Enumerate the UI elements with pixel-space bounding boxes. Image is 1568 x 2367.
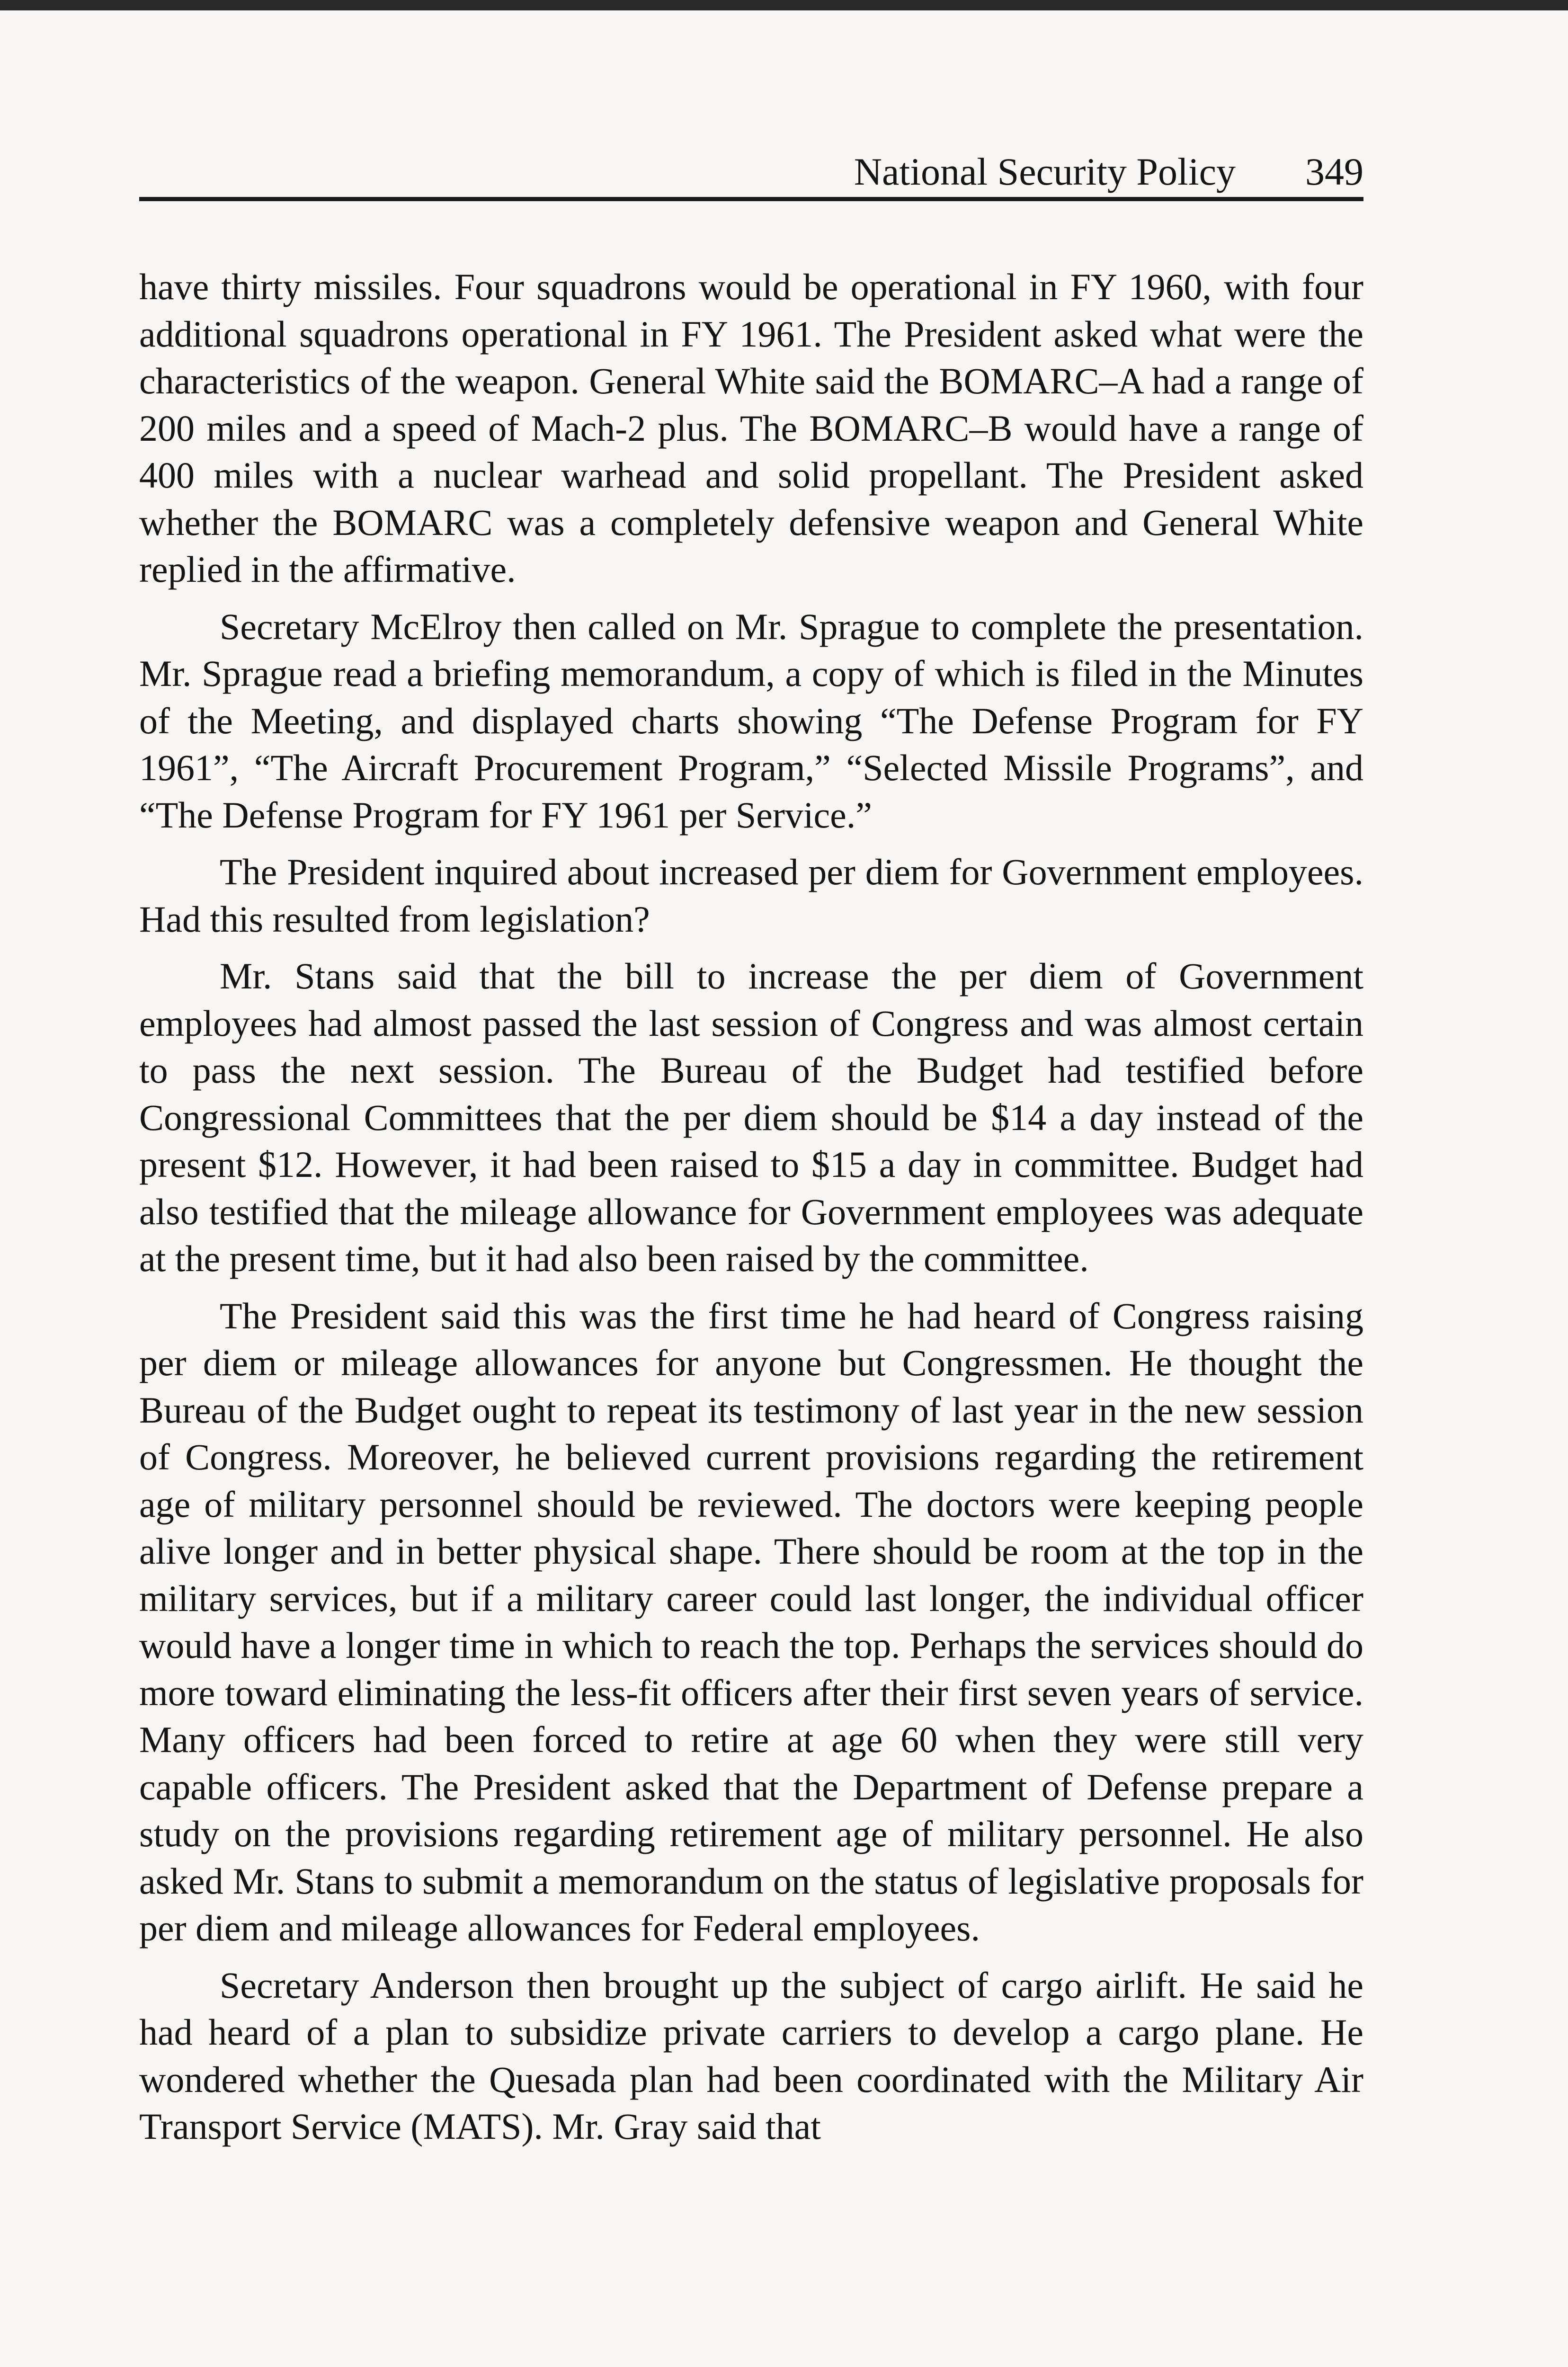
page-number: 349 <box>1305 150 1363 193</box>
paragraph-2: Secretary McElroy then called on Mr. Sprague to complete the presentation. Mr. Sprague read a briefing memorandum, a copy of which is filed in the Minutes of the Meeting, and displayed charts showing “The Defense Program for FY 1961”, “The Aircraft Procurement Program,” “Selected Missile Programs”, and “The Defense Program for FY 1961 per Service.” <box>139 605 1363 836</box>
running-head-title: National Security Policy <box>854 150 1236 193</box>
paragraph-6: Secretary Anderson then brought up the subject of cargo airlift. He said he had heard of a plan to subsidize private carriers to develop a cargo plane. He wondered whether the Quesada plan had been coordinated with the Military Air Transport Service (MATS). Mr. Gray said that <box>139 1964 1363 2147</box>
page-top-edge <box>0 0 1568 10</box>
paragraph-1: have thirty missiles. Four squadrons would be operational in FY 1960, with four additional squadrons operational in FY 1961. The President asked what were the characteristics of the weapon. General White said the BOMARC–A had a range of 200 miles and a speed of Mach-2 plus. The BOMARC–B would have a range of 400 miles with a nuclear warhead and solid propellant. The President asked whether the BOMARC was a completely defensive weapon and General White replied in the affirmative. <box>139 266 1363 590</box>
paragraph-4: Mr. Stans said that the bill to increase the per diem of Government employees had almost passed the last session of Congress and was almost certain to pass the next session. The Bureau of the Budget had testified before Congressional Committees that the per diem should be $14 a day instead of the present $12. However, it had been raised to $15 a day in committee. Budget had also testified that the mileage allowance for Government employees was adequate at the present time, but it had also been raised by the committee. <box>139 955 1363 1279</box>
running-head <box>139 140 1363 201</box>
body-text <box>139 263 1363 2160</box>
paragraph-5: The President said this was the first time he had heard of Congress raising per diem or mileage allowances for anyone but Congressmen. He thought the Bureau of the Budget ought to repeat its testimony of last year in the new session of Congress. Moreover, he believed current provisions regarding the retirement age of military personnel should be reviewed. The doctors were keeping people alive longer and in better physical shape. There should be room at the top in the military services, but if a military career could last longer, the individual officer would have a longer time in which to reach the top. Perhaps the services should do more toward eliminating the less-fit officers after their first seven years of service. Many officers had been forced to retire at age 60 when they were still very capable officers. The President asked that the Department of Defense prepare a study on the provisions regarding retirement age of military personnel. He also asked Mr. Stans to submit a memorandum on the status of legislative proposals for per diem and mileage allowances for Federal employees. <box>139 1295 1363 1949</box>
paragraph-3: The President inquired about increased per diem for Government employees. Had this resulted from legislation? <box>139 851 1363 940</box>
